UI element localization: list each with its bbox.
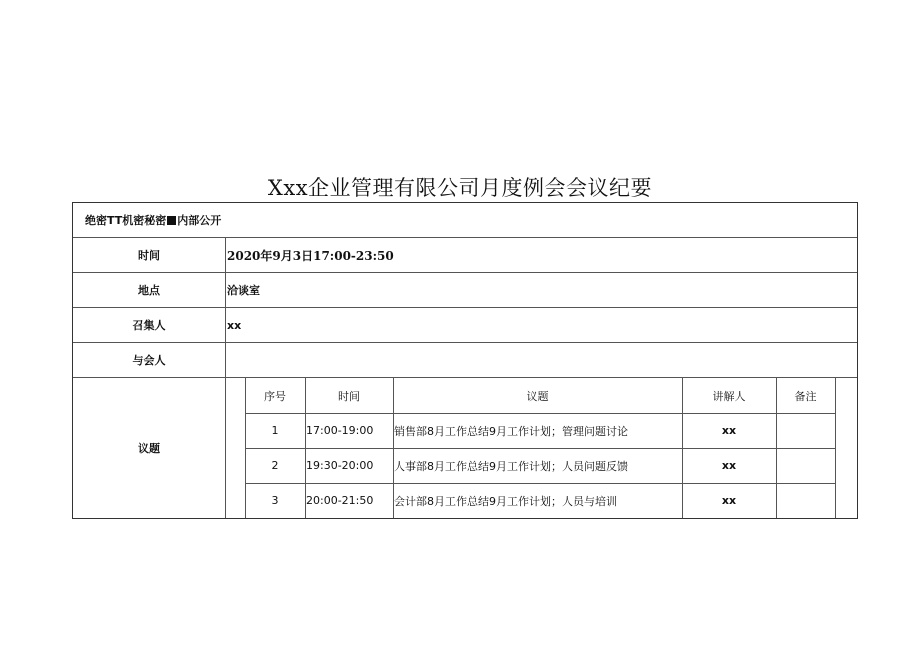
agenda-label: 议题: [73, 378, 226, 518]
convener-label: 召集人: [73, 308, 226, 342]
convener-value: xx: [227, 318, 242, 332]
item-speaker: xx: [721, 459, 737, 472]
time-row: [73, 238, 857, 273]
header-time: 时间: [338, 389, 360, 403]
item-note: [776, 413, 835, 448]
confidentiality-prefix: 绝密TT机密秘密: [85, 214, 167, 227]
agenda-table: [226, 378, 857, 518]
minutes-table: [72, 202, 858, 519]
item-note: [776, 483, 835, 518]
confidentiality-label: [85, 203, 221, 237]
location-row: [73, 273, 857, 308]
location-label: 地点: [73, 273, 226, 307]
item-topic: 销售部8月工作总结9月工作计划；管理问题讨论: [394, 424, 628, 438]
item-time: 20:00-21:50: [306, 494, 374, 507]
confidentiality-row: [73, 203, 857, 238]
time-value: 2020年9月3日17:00-23:50: [227, 248, 394, 263]
item-no: 3: [271, 494, 279, 507]
item-no: 2: [271, 459, 279, 472]
item-no: 1: [271, 424, 279, 437]
item-topic: 会计部8月工作总结9月工作计划；人员与培训: [394, 494, 617, 508]
item-time: 19:30-20:00: [306, 459, 374, 472]
item-note: [776, 448, 835, 483]
item-topic: 人事部8月工作总结9月工作计划；人员问题反馈: [394, 459, 628, 473]
divider: [835, 378, 836, 518]
header-no: 序号: [264, 389, 286, 403]
header-note: 备注: [794, 389, 817, 403]
header-speaker: 讲解人: [712, 389, 746, 403]
item-speaker: xx: [721, 494, 737, 507]
item-time: 17:00-19:00: [306, 424, 374, 437]
document-title: Xxx企业管理有限公司月度例会会议纪要: [267, 176, 653, 200]
attendees-value: [226, 343, 857, 377]
filled-square-icon: [167, 216, 176, 225]
attendees-label: 与会人: [73, 343, 226, 377]
confidentiality-suffix: 内部公开: [177, 214, 222, 227]
convener-row: [73, 308, 857, 343]
item-speaker: xx: [721, 424, 737, 437]
location-value: 洽谈室: [227, 284, 260, 297]
time-label: 时间: [73, 238, 226, 272]
attendees-row: [73, 343, 857, 378]
header-topic: 议题: [526, 389, 549, 403]
